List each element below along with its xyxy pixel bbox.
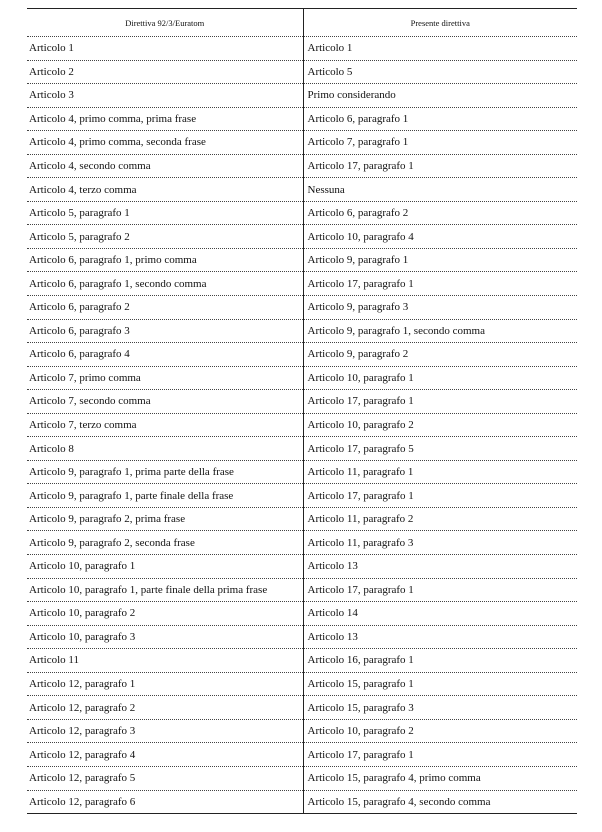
cell-old-directive: Articolo 10, paragrafo 2 bbox=[27, 602, 303, 626]
cell-present-directive: Articolo 10, paragrafo 2 bbox=[303, 719, 577, 743]
cell-old-directive: Articolo 12, paragrafo 3 bbox=[27, 719, 303, 743]
cell-old-directive: Articolo 5, paragrafo 1 bbox=[27, 201, 303, 225]
cell-present-directive: Articolo 13 bbox=[303, 625, 577, 649]
table-row bbox=[27, 766, 577, 790]
cell-old-directive: Articolo 7, terzo comma bbox=[27, 413, 303, 437]
table-row bbox=[27, 390, 577, 414]
table-row bbox=[27, 413, 577, 437]
table-row bbox=[27, 578, 577, 602]
table-header bbox=[27, 9, 577, 37]
table-row bbox=[27, 84, 577, 108]
cell-old-directive: Articolo 4, terzo comma bbox=[27, 178, 303, 202]
table-row bbox=[27, 790, 577, 814]
cell-present-directive: Articolo 17, paragrafo 1 bbox=[303, 743, 577, 767]
table-row bbox=[27, 672, 577, 696]
table-row bbox=[27, 272, 577, 296]
table-body bbox=[27, 37, 577, 814]
cell-old-directive: Articolo 6, paragrafo 4 bbox=[27, 343, 303, 367]
header-directive-92-3: Direttiva 92/3/Euratom bbox=[27, 9, 303, 37]
cell-present-directive: Articolo 13 bbox=[303, 555, 577, 579]
correlation-table bbox=[27, 8, 577, 814]
cell-present-directive: Articolo 1 bbox=[303, 37, 577, 61]
table-row bbox=[27, 107, 577, 131]
table-row bbox=[27, 319, 577, 343]
cell-old-directive: Articolo 10, paragrafo 1 bbox=[27, 555, 303, 579]
cell-old-directive: Articolo 12, paragrafo 4 bbox=[27, 743, 303, 767]
cell-old-directive: Articolo 12, paragrafo 5 bbox=[27, 766, 303, 790]
table-row bbox=[27, 507, 577, 531]
cell-present-directive: Primo considerando bbox=[303, 84, 577, 108]
cell-old-directive: Articolo 12, paragrafo 6 bbox=[27, 790, 303, 814]
table-row bbox=[27, 60, 577, 84]
cell-old-directive: Articolo 7, primo comma bbox=[27, 366, 303, 390]
cell-old-directive: Articolo 6, paragrafo 1, primo comma bbox=[27, 248, 303, 272]
cell-present-directive: Articolo 9, paragrafo 1 bbox=[303, 248, 577, 272]
cell-present-directive: Articolo 7, paragrafo 1 bbox=[303, 131, 577, 155]
table-row bbox=[27, 131, 577, 155]
table-row bbox=[27, 531, 577, 555]
table-row bbox=[27, 366, 577, 390]
cell-old-directive: Articolo 4, secondo comma bbox=[27, 154, 303, 178]
cell-present-directive: Articolo 15, paragrafo 4, primo comma bbox=[303, 766, 577, 790]
table-row bbox=[27, 37, 577, 61]
cell-present-directive: Articolo 10, paragrafo 1 bbox=[303, 366, 577, 390]
cell-present-directive: Articolo 15, paragrafo 1 bbox=[303, 672, 577, 696]
cell-old-directive: Articolo 11 bbox=[27, 649, 303, 673]
cell-old-directive: Articolo 5, paragrafo 2 bbox=[27, 225, 303, 249]
cell-present-directive: Articolo 14 bbox=[303, 602, 577, 626]
cell-old-directive: Articolo 3 bbox=[27, 84, 303, 108]
cell-present-directive: Articolo 6, paragrafo 2 bbox=[303, 201, 577, 225]
cell-old-directive: Articolo 4, primo comma, seconda frase bbox=[27, 131, 303, 155]
cell-present-directive: Articolo 17, paragrafo 1 bbox=[303, 272, 577, 296]
cell-present-directive: Articolo 5 bbox=[303, 60, 577, 84]
cell-present-directive: Articolo 15, paragrafo 4, secondo comma bbox=[303, 790, 577, 814]
cell-old-directive: Articolo 4, primo comma, prima frase bbox=[27, 107, 303, 131]
table-row bbox=[27, 460, 577, 484]
cell-old-directive: Articolo 9, paragrafo 1, parte finale della frase bbox=[27, 484, 303, 508]
table-row bbox=[27, 296, 577, 320]
table-row bbox=[27, 555, 577, 579]
cell-old-directive: Articolo 9, paragrafo 2, prima frase bbox=[27, 507, 303, 531]
table-row bbox=[27, 225, 577, 249]
table-row bbox=[27, 154, 577, 178]
cell-old-directive: Articolo 8 bbox=[27, 437, 303, 461]
cell-present-directive: Articolo 9, paragrafo 3 bbox=[303, 296, 577, 320]
table-row bbox=[27, 343, 577, 367]
cell-present-directive: Articolo 10, paragrafo 2 bbox=[303, 413, 577, 437]
cell-old-directive: Articolo 1 bbox=[27, 37, 303, 61]
cell-old-directive: Articolo 6, paragrafo 3 bbox=[27, 319, 303, 343]
table-row bbox=[27, 484, 577, 508]
cell-present-directive: Articolo 17, paragrafo 1 bbox=[303, 578, 577, 602]
cell-old-directive: Articolo 2 bbox=[27, 60, 303, 84]
cell-old-directive: Articolo 10, paragrafo 1, parte finale della prima frase bbox=[27, 578, 303, 602]
table-row bbox=[27, 719, 577, 743]
cell-old-directive: Articolo 12, paragrafo 2 bbox=[27, 696, 303, 720]
cell-old-directive: Articolo 6, paragrafo 2 bbox=[27, 296, 303, 320]
table-row bbox=[27, 178, 577, 202]
table-row bbox=[27, 201, 577, 225]
table-row bbox=[27, 602, 577, 626]
cell-old-directive: Articolo 9, paragrafo 2, seconda frase bbox=[27, 531, 303, 555]
table-row bbox=[27, 649, 577, 673]
cell-old-directive: Articolo 6, paragrafo 1, secondo comma bbox=[27, 272, 303, 296]
cell-old-directive: Articolo 10, paragrafo 3 bbox=[27, 625, 303, 649]
table-row bbox=[27, 437, 577, 461]
table-row bbox=[27, 696, 577, 720]
cell-present-directive: Articolo 17, paragrafo 5 bbox=[303, 437, 577, 461]
cell-present-directive: Articolo 11, paragrafo 2 bbox=[303, 507, 577, 531]
cell-present-directive: Articolo 16, paragrafo 1 bbox=[303, 649, 577, 673]
cell-present-directive: Articolo 9, paragrafo 2 bbox=[303, 343, 577, 367]
cell-present-directive: Articolo 11, paragrafo 1 bbox=[303, 460, 577, 484]
cell-present-directive: Articolo 6, paragrafo 1 bbox=[303, 107, 577, 131]
table-row bbox=[27, 248, 577, 272]
header-present-directive: Presente direttiva bbox=[303, 9, 577, 37]
cell-present-directive: Articolo 11, paragrafo 3 bbox=[303, 531, 577, 555]
cell-present-directive: Articolo 17, paragrafo 1 bbox=[303, 390, 577, 414]
cell-old-directive: Articolo 9, paragrafo 1, prima parte della frase bbox=[27, 460, 303, 484]
cell-present-directive: Articolo 10, paragrafo 4 bbox=[303, 225, 577, 249]
cell-present-directive: Articolo 9, paragrafo 1, secondo comma bbox=[303, 319, 577, 343]
table-row bbox=[27, 625, 577, 649]
cell-present-directive: Nessuna bbox=[303, 178, 577, 202]
cell-old-directive: Articolo 7, secondo comma bbox=[27, 390, 303, 414]
cell-old-directive: Articolo 12, paragrafo 1 bbox=[27, 672, 303, 696]
cell-present-directive: Articolo 17, paragrafo 1 bbox=[303, 484, 577, 508]
cell-present-directive: Articolo 17, paragrafo 1 bbox=[303, 154, 577, 178]
table-row bbox=[27, 743, 577, 767]
cell-present-directive: Articolo 15, paragrafo 3 bbox=[303, 696, 577, 720]
header-row bbox=[27, 9, 577, 37]
